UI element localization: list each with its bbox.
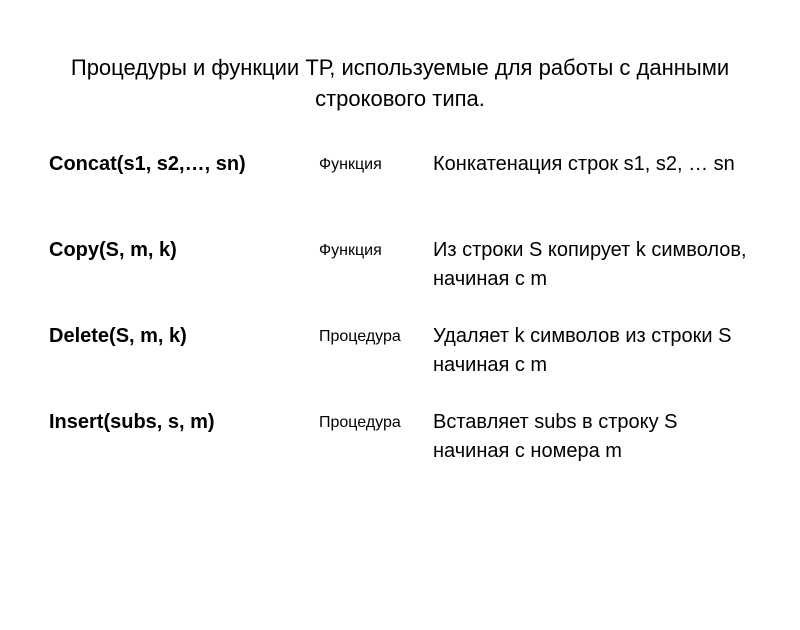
routine-kind: Функция bbox=[319, 242, 382, 259]
routine-name: Copy(S, m, k) bbox=[49, 239, 177, 261]
routine-description: Вставляет subs в строку S начиная с номера m bbox=[433, 411, 678, 462]
table-row bbox=[49, 150, 759, 236]
string-routines-table bbox=[49, 150, 759, 494]
table-row bbox=[49, 408, 759, 494]
routine-name: Concat(s1, s2,…, sn) bbox=[49, 153, 246, 175]
routine-description: Из строки S копирует k символов, начиная с m bbox=[433, 239, 747, 290]
slide-title: Процедуры и функции ТР, используемые для работы с данными строкового типа. bbox=[70, 55, 730, 111]
routine-name: Insert(subs, s, m) bbox=[49, 411, 215, 433]
table-row bbox=[49, 322, 759, 408]
routine-kind: Функция bbox=[319, 156, 382, 173]
routine-description: Удаляет k символов из строки S начиная с m bbox=[433, 325, 732, 376]
routine-kind: Процедура bbox=[319, 328, 401, 345]
table-row bbox=[49, 236, 759, 322]
routine-name: Delete(S, m, k) bbox=[49, 325, 187, 347]
routine-description: Конкатенация строк s1, s2, … sn bbox=[433, 153, 735, 175]
routine-kind: Процедура bbox=[319, 414, 401, 431]
